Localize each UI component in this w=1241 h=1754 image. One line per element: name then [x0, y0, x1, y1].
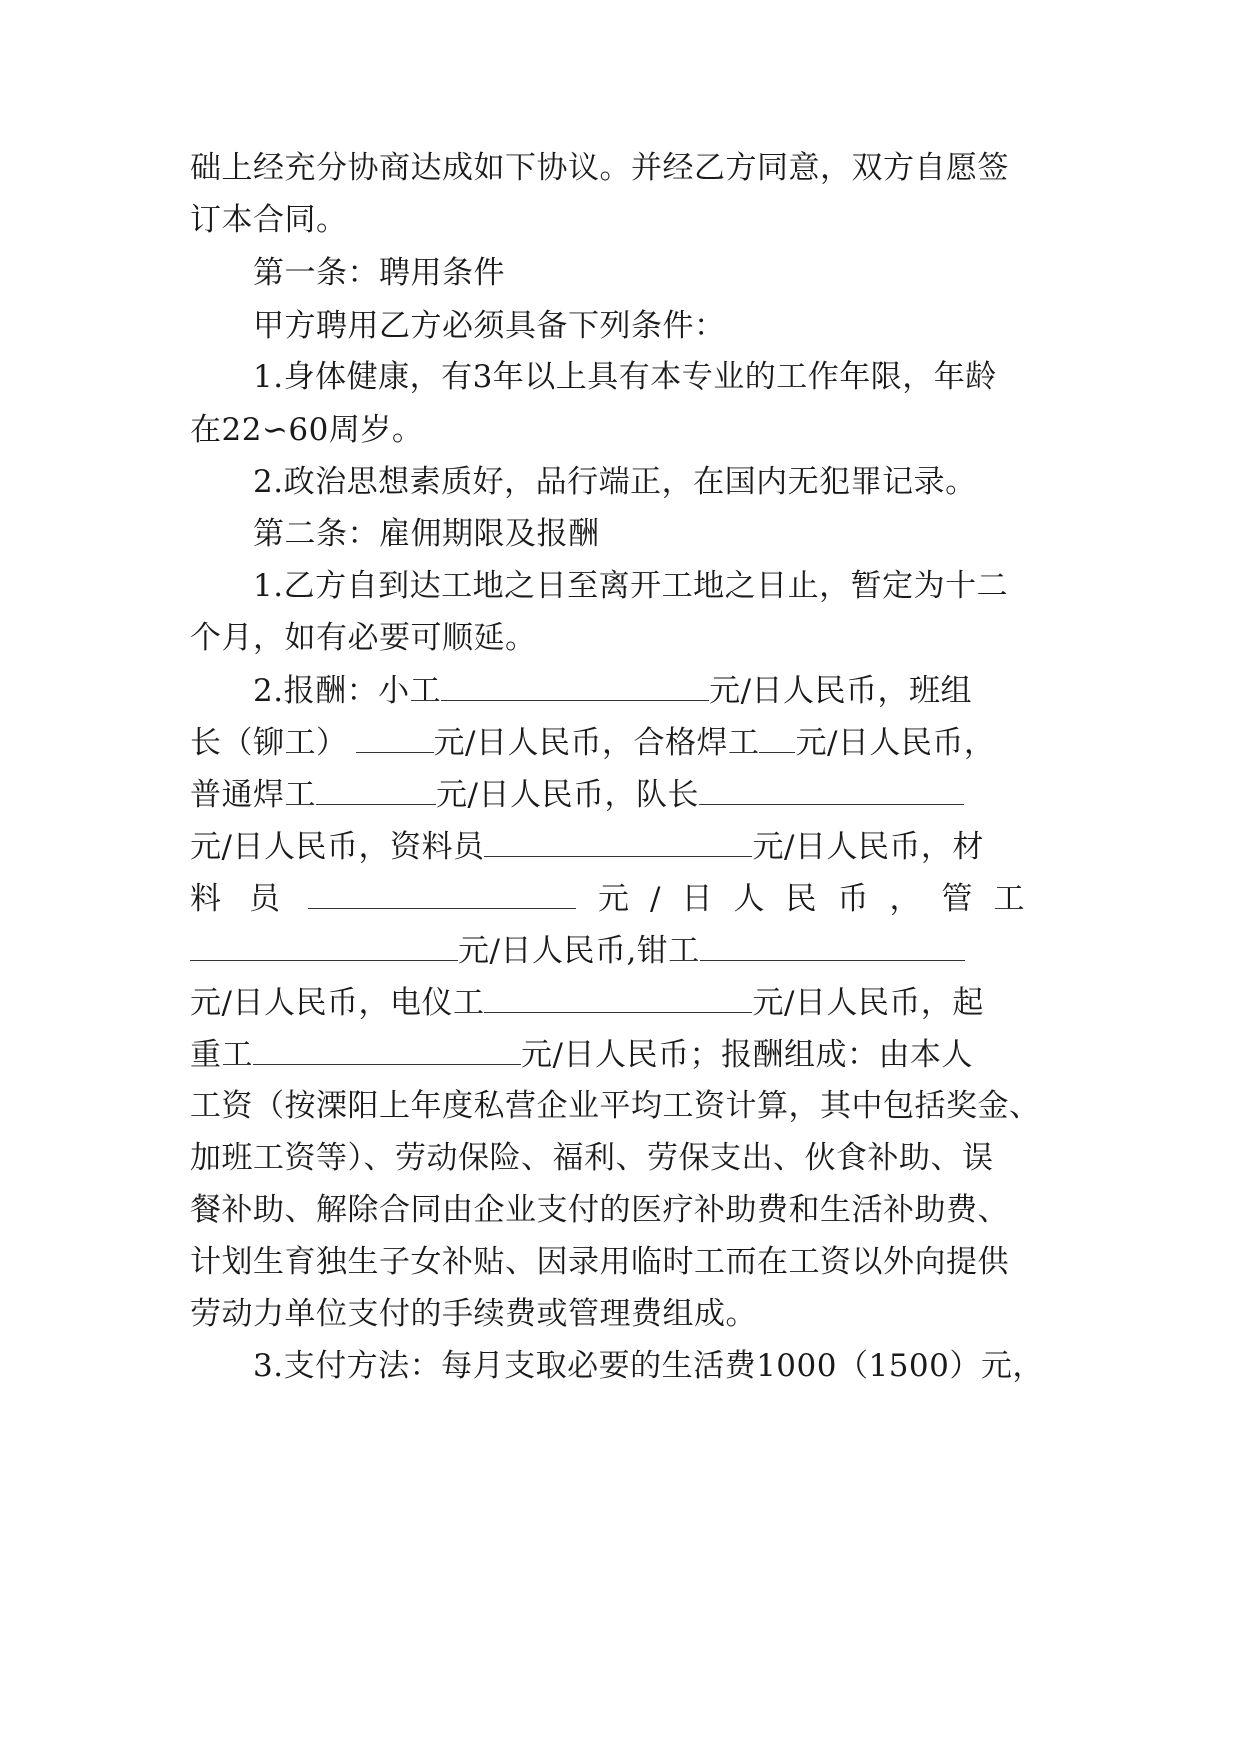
fill-in-blank — [484, 826, 752, 857]
fill-in-blank — [316, 774, 436, 805]
text-line — [190, 722, 1048, 762]
line-segment: 元/日人民币，起 — [752, 985, 984, 1021]
text-line: 3.支付方法：每月支取必要的生活费1000（1500）元， — [253, 1348, 1044, 1384]
text-line — [190, 1034, 1048, 1074]
fill-in-blank — [253, 1034, 521, 1065]
line-segment: 元/日人民币，合格焊工 — [433, 725, 760, 761]
text-line — [190, 878, 1048, 918]
line-segment: 元/日人民币，电仪工 — [190, 985, 485, 1021]
text-line — [190, 930, 1048, 970]
text-line — [190, 774, 1048, 814]
fill-in-blank — [190, 930, 458, 961]
text-line: 个月，如有必要可顺延。 — [190, 620, 537, 656]
line-segment: 普通焊工 — [190, 777, 316, 813]
fill-in-blank — [356, 722, 434, 753]
line-segment: 元/日人民币,钳工 — [458, 933, 700, 969]
text-line — [190, 982, 1048, 1022]
text-line: 在22∽60周岁。 — [190, 412, 424, 448]
text-line: 2.政治思想素质好，品行端正，在国内无犯罪记录。 — [253, 464, 977, 500]
text-line: 工资（按溧阳上年度私营企业平均工资计算，其中包括奖金、 — [190, 1088, 1041, 1124]
text-line: 加班工资等）、劳动保险、福利、劳保支出、伙食补助、误 — [190, 1140, 994, 1176]
text-line: 础上经充分协商达成如下协议。并经乙方同意，双方自愿签 — [190, 150, 1009, 186]
text-line: 订本合同。 — [190, 202, 348, 238]
fill-in-blank — [700, 930, 965, 961]
text-line: 劳动力单位支付的手续费或管理费组成。 — [190, 1296, 757, 1332]
line-segment: 元/日人民币，资料员 — [190, 829, 485, 865]
line-segment: 元/日人民币， — [795, 725, 996, 761]
line-segment: 2.报酬：小工 — [253, 673, 442, 709]
line-segment: 元/日人民币，队长 — [436, 777, 699, 813]
fill-in-blank — [308, 878, 576, 909]
fill-in-blank — [484, 982, 752, 1013]
fill-in-blank — [699, 774, 964, 805]
text-line: 餐补助、解除合同由企业支付的医疗补助费和生活补助费、 — [190, 1192, 1009, 1228]
fill-in-blank — [759, 722, 795, 753]
text-line — [190, 826, 1048, 866]
text-line: 计划生育独生子女补贴、因录用临时工而在工资以外向提供 — [190, 1244, 1009, 1280]
line-segment: 料员 — [190, 881, 308, 917]
article-1-heading: 第一条：聘用条件 — [253, 255, 505, 291]
line-segment: 长（铆工） — [190, 725, 348, 761]
fill-in-blank — [441, 670, 709, 701]
line-segment: 元/日人民币，班组 — [709, 673, 973, 709]
text-line — [253, 670, 1048, 710]
line-segment: 元/日人民币；报酬组成：由本人 — [521, 1037, 973, 1073]
article-2-heading: 第二条：雇佣期限及报酬 — [253, 516, 600, 552]
line-segment: 元/日人民币，材 — [752, 829, 984, 865]
text-line: 1.乙方自到达工地之日至离开工地之日止，暂定为十二 — [253, 568, 1009, 604]
text-line: 甲方聘用乙方必须具备下列条件： — [253, 308, 726, 344]
text-line: 1.身体健康，有3年以上具有本专业的工作年限，年龄 — [253, 359, 997, 395]
line-segment: 元/日人民币，管工 — [598, 881, 1046, 917]
line-segment: 重工 — [190, 1037, 253, 1073]
